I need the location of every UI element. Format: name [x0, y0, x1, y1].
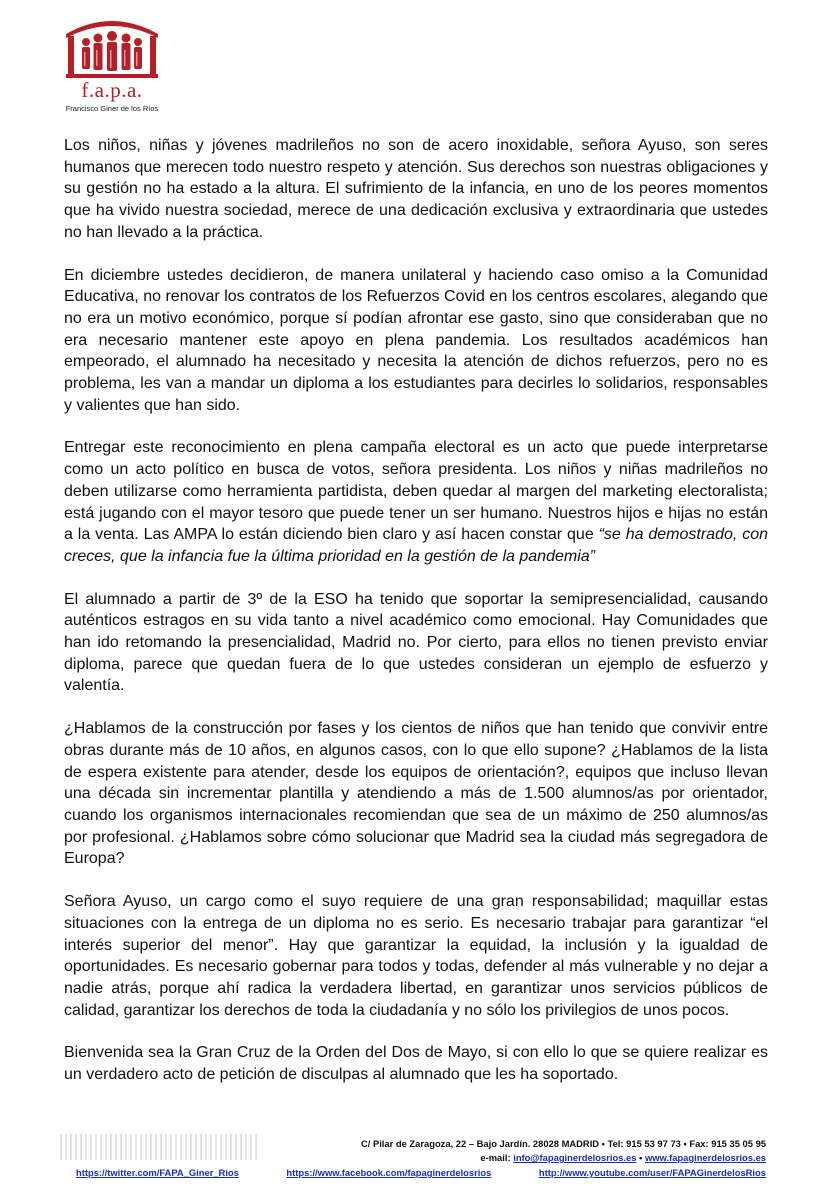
footer-address: C/ Pilar de Zaragoza, 22 – Bajo Jardín. 28028 MADRID • Tel: 915 53 97 73 • Fax: 915 35 05 95: [360, 1138, 766, 1149]
footer-decoration: [60, 1134, 260, 1160]
logo-wordmark: f.a.p.a.: [81, 78, 143, 102]
youtube-link[interactable]: http://www.youtube.com/user/FAPAGinerdelosRios: [538, 1167, 766, 1178]
footer-contact: [480, 1152, 766, 1163]
paragraph-4: El alumnado a partir de 3º de la ESO ha tenido que soportar la semipresencialidad, causando auténticos estragos en su vida tanto a nivel académico como emocional. Hay Comunidades que han ido retomando la presencialidad, Madrid no. Por cierto, para ellos no tienen previsto enviar diploma, parece que quedan fuera de lo que ustedes consideran un ejemplo de esfuerzo y valentía.: [64, 590, 768, 695]
footer-social-links: [76, 1167, 766, 1178]
paragraph-3-text: Entregar este reconocimiento en plena campaña electoral es un acto que puede interpretarse como un acto político en busca de votos, señora presidenta. Los niños y niñas madrileños no deben utilizarse como herramienta partidista, deben quedar al margen del marketing electoralista; está jugando con el mayor tesoro que puede tener un ser humano. Nuestros hijos e hijas no están a la venta. Las AMPA lo están diciendo bien claro y así hacen constar que: [64, 439, 768, 544]
email-link[interactable]: info@fapaginerdelosrios.es: [513, 1152, 637, 1163]
paragraph-3-quote: “se ha demostrado, con creces, que la infancia fue la última prioridad en la gestión de la pandemia”: [64, 526, 768, 565]
paragraph-2: En diciembre ustedes decidieron, de manera unilateral y haciendo caso omiso a la Comunidad Educativa, no renovar los contratos de los Refuerzos Covid en los centros escolares, alegando que no era un motivo económico, porque sí podían afrontar ese gasto, sino que consideraban que no era necesario mantener este apoyo en plena pandemia. Los resultados académicos han empeorado, el alumnado ha necesitado y necesita la atención de dichos refuerzos, pero no es problema, les van a mandar un diploma a los estudiantes para decirles lo solidarios, responsables y valientes que han sido.: [64, 266, 768, 414]
paragraph-5: ¿Hablamos de la construcción por fases y los cientos de niños que han tenido que convivir entre obras durante más de 10 años, en algunos casos, con lo que ello supone? ¿Hablamos de la lista de espera existente para atender, desde los equipos de orientación?, equipos que incluso llevan una década sin incrementar plantilla y atendiendo a más de 1.500 alumnos/as por orientador, cuando los organismos internacionales recomiendan que sea de un máximo de 250 alumnos/as por profesional. ¿Hablamos sobre cómo solucionar que Madrid sea la ciudad más segregadora de Europa?: [64, 720, 768, 868]
letter-body: [64, 135, 768, 1107]
fapa-logo: [60, 12, 164, 112]
paragraph-7: Bienvenida sea la Gran Cruz de la Orden del Dos de Mayo, si con ello lo que se quiere realizar es un verdadero acto de petición de disculpas al alumnado que les ha soportado.: [64, 1044, 768, 1084]
email-label: e-mail:: [480, 1152, 514, 1163]
website-link[interactable]: www.fapaginerdelosrios.es: [644, 1152, 766, 1163]
twitter-link[interactable]: https://twitter.com/FAPA_Giner_Rios: [76, 1167, 239, 1178]
logo-subtitle: Francisco Giner de los Ríos: [65, 104, 159, 113]
contact-separator: •: [636, 1152, 645, 1163]
facebook-link[interactable]: https://www.facebook.com/fapaginerdelosrios: [286, 1167, 492, 1178]
fapa-logo-icon: [62, 12, 162, 78]
paragraph-6: Señora Ayuso, un cargo como el suyo requiere de una gran responsabilidad; maquillar estas situaciones con la entrega de un diploma no es serio. Es necesario trabajar para garantizar “el interés superior del menor”. Hay que garantizar la equidad, la inclusión y la igualdad de oportunidades. Es necesario gobernar para todos y todas, defender al más vulnerable y no dejar a nadie atrás, porque ahí radica la verdadera libertad, en garantizar unos servicios públicos de calidad, garantizar los derechos de toda la ciudadanía y no sólo los privilegios de unos pocos.: [64, 893, 768, 1019]
page-footer: [60, 1132, 768, 1188]
paragraph-1: Los niños, niñas y jóvenes madrileños no son de acero inoxidable, señora Ayuso, son seres humanos que merecen todo nuestro respeto y atención. Sus derechos son nuestras obligaciones y su gestión no ha estado a la altura. El sufrimiento de la infancia, en uno de los peores momentos que ha vivido nuestra sociedad, merece de una dedicación exclusiva y extraordinaria que ustedes no han llevado a la práctica.: [64, 137, 768, 241]
paragraph-3: [64, 437, 768, 567]
